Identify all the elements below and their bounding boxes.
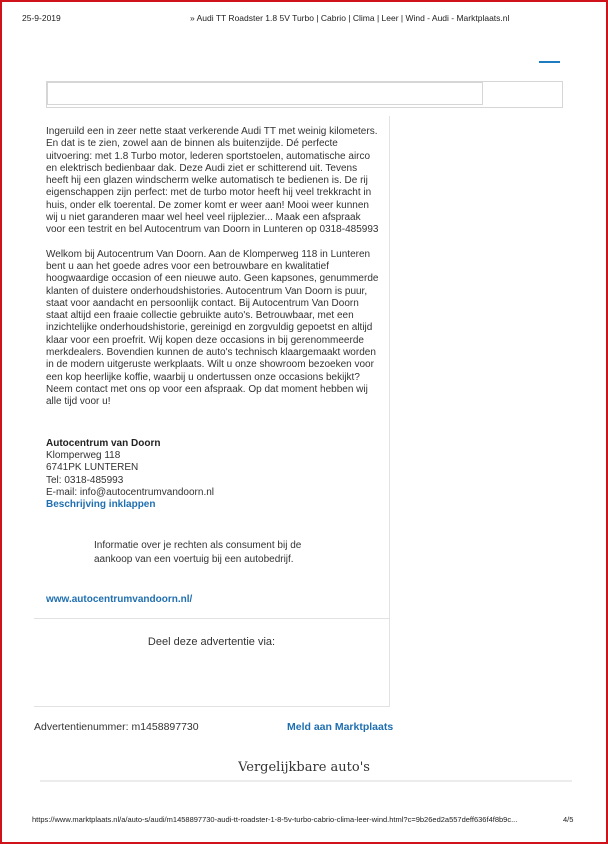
share-label: Deel deze advertentie via:	[147, 636, 276, 648]
report-link[interactable]: Meld aan Marktplaats	[287, 721, 394, 733]
dealer-name: Autocentrum van Doorn	[46, 438, 161, 449]
search-input[interactable]	[47, 82, 483, 105]
dealer-street: Klomperweg 118	[46, 450, 121, 462]
consumer-rights-info[interactable]: Informatie over je rechten als consument bij de aankoop van een voertuig bij een autobedrijf.	[94, 540, 302, 565]
dealer-info	[46, 438, 381, 511]
description	[46, 126, 381, 421]
print-page-number: 4/5	[563, 815, 574, 824]
dealer-city: 6741PK LUNTEREN	[46, 462, 139, 474]
listing-description-card	[34, 116, 390, 707]
description-paragraph: Ingeruild een in zeer nette staat verkerende Audi TT met weinig kilometers. En dat is te zien, zowel aan de binnen als buitenzijde. Dé perfecte uitvoering: met 1.8 Turbo motor, lederen sportstoelen, automatische airco en elektrisch bedienbaar dak. Deze Audi ziet er schitterend uit. Tevens heeft hij een glazen windscherm welke automatisch te bedienen is. De rij eigenschappen zijn perfect: met de turbo motor heeft hij veel trekkracht in huis, onder elk toerental. De zomer komt er weer aan! Mooi weer kunnen wij u niet garanderen maar wel heel veel rijplezier... Maak een afspraak voor een testrit en bel Autocentrum van Doorn in Lunteren op 0318-485993	[46, 126, 379, 236]
dealer-phone: Tel: 0318-485993	[46, 474, 124, 486]
dealer-email: E-mail: info@autocentrumvandoorn.nl	[46, 486, 215, 498]
divider	[40, 780, 572, 782]
ad-number: Advertentienummer: m1458897730	[34, 721, 199, 733]
collapse-description-link[interactable]: Beschrijving inklappen	[46, 499, 156, 511]
divider	[34, 618, 389, 619]
search-bar	[46, 81, 563, 108]
dealer-website-link[interactable]: www.autocentrumvandoorn.nl/	[46, 594, 193, 605]
search-button[interactable]	[485, 82, 562, 107]
description-paragraph: Welkom bij Autocentrum Van Doorn. Aan de Klomperweg 118 in Lunteren bent u aan het goede adres voor een betrouwbare en kwalitatief hoogwaardige occasion of een nieuwe auto. Geen kapsones, genummerde klanten of duistere onderhoudshistories. Autocentrum Van Doorn is puur, staat voor aandacht en persoonlijk contact. Bij Autocentrum Van Doorn staat altijd een fraaie collectie gebruikte auto's. Betrouwbaar, met een inzichtelijke onderhoudshistorie, gereinigd en zorgvuldig gepoetst en altijd klaar voor een proefrit. Wij kopen deze occasions in bij gerenommeerde merkdealers. Bovendien kunnen de auto's technisch klaargemaakt worden in de modern uitgeruste werkplaats. Wilt u onze showroom bezoeken voor een kop heerlijke koffie, waarbij u ondertussen onze occasions bekijkt? Neem contact met ons op voor een afspraak. Op dat moment hebben wij alle tijd voor u!	[46, 248, 379, 408]
print-url: https://www.marktplaats.nl/a/auto-s/audi/m1458897730-audi-tt-roadster-1-8-5v-turbo-cabrio-clima-leer-wind.html?c=9b26ed2a557deff636f4f8b9c...	[32, 815, 518, 824]
menu-indicator[interactable]	[539, 61, 560, 63]
print-date: 25-9-2019	[22, 13, 61, 23]
similar-cars-heading: Vergelijkbare auto's	[238, 760, 370, 775]
print-title: » Audi TT Roadster 1.8 5V Turbo | Cabrio | Clima | Leer | Wind - Audi - Marktplaats.nl	[190, 13, 510, 23]
